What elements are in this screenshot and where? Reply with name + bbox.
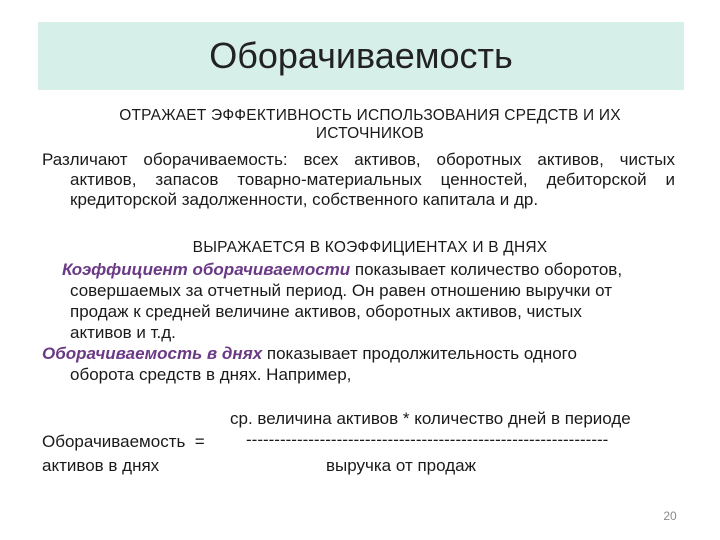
word: всех — [303, 150, 339, 169]
paragraph-turnover-days-line2: оборота средств в днях. Например, — [70, 365, 352, 384]
word: и — [665, 170, 675, 189]
paragraph-turnover-ratio-line1: Коэффициент оборачиваемости показывает количество оборотов, — [62, 260, 623, 279]
paragraph-turnover-ratio-line4: активов и т.д. — [70, 323, 176, 342]
formula-denominator: выручка от продаж — [326, 456, 476, 475]
term-turnover-days: Оборачиваемость в днях — [42, 344, 263, 363]
page-number: 20 — [663, 509, 677, 523]
paragraph-turnover-days-line1: Оборачиваемость в днях показывает продолжительность одного — [42, 344, 577, 363]
word: дебиторской — [546, 170, 647, 189]
word: чистых — [619, 150, 675, 169]
word: активов, — [537, 150, 604, 169]
formula-left-bottom: активов в днях — [42, 456, 160, 475]
word: активов, — [354, 150, 421, 169]
word: оборотных — [436, 150, 522, 169]
slide-title: Оборачиваемость — [209, 35, 513, 76]
paragraph-distinguish-line2 — [70, 170, 675, 190]
word: запасов — [155, 170, 219, 189]
heading-reflects: ОТРАЖАЕТ ЭФФЕКТИВНОСТЬ ИСПОЛЬЗОВАНИЯ СРЕДСТВ И ИХ — [119, 107, 621, 124]
word: ценностей, — [440, 170, 528, 189]
paragraph-turnover-ratio-line2: совершаемых за отчетный период. Он равен отношению выручки от — [70, 281, 613, 300]
heading-expressed: ВЫРАЖАЕТСЯ В КОЭФФИЦИЕНТАХ И В ДНЯХ — [192, 239, 548, 256]
word: активов, — [70, 170, 137, 189]
paragraph-distinguish-line3: кредиторской задолженности, собственного капитала и др. — [70, 190, 539, 209]
term-turnover-ratio: Коэффициент оборачиваемости — [62, 260, 351, 279]
title-band — [38, 22, 684, 90]
heading-reflects-cont: ИСТОЧНИКОВ — [315, 125, 425, 142]
formula-left-top: Оборачиваемость = — [42, 432, 205, 451]
formula-fraction-line: ---------------------------------------------------------------- — [246, 430, 609, 449]
paragraph-distinguish-line1 — [42, 150, 675, 170]
word: Различают — [42, 150, 128, 169]
word: товарно-материальных — [237, 170, 422, 189]
word: оборачиваемость: — [143, 150, 288, 169]
paragraph-turnover-ratio-line3: продаж к средней величине активов, оборотных активов, чистых — [70, 302, 582, 321]
formula-numerator: ср. величина активов * количество дней в периоде — [230, 409, 631, 428]
